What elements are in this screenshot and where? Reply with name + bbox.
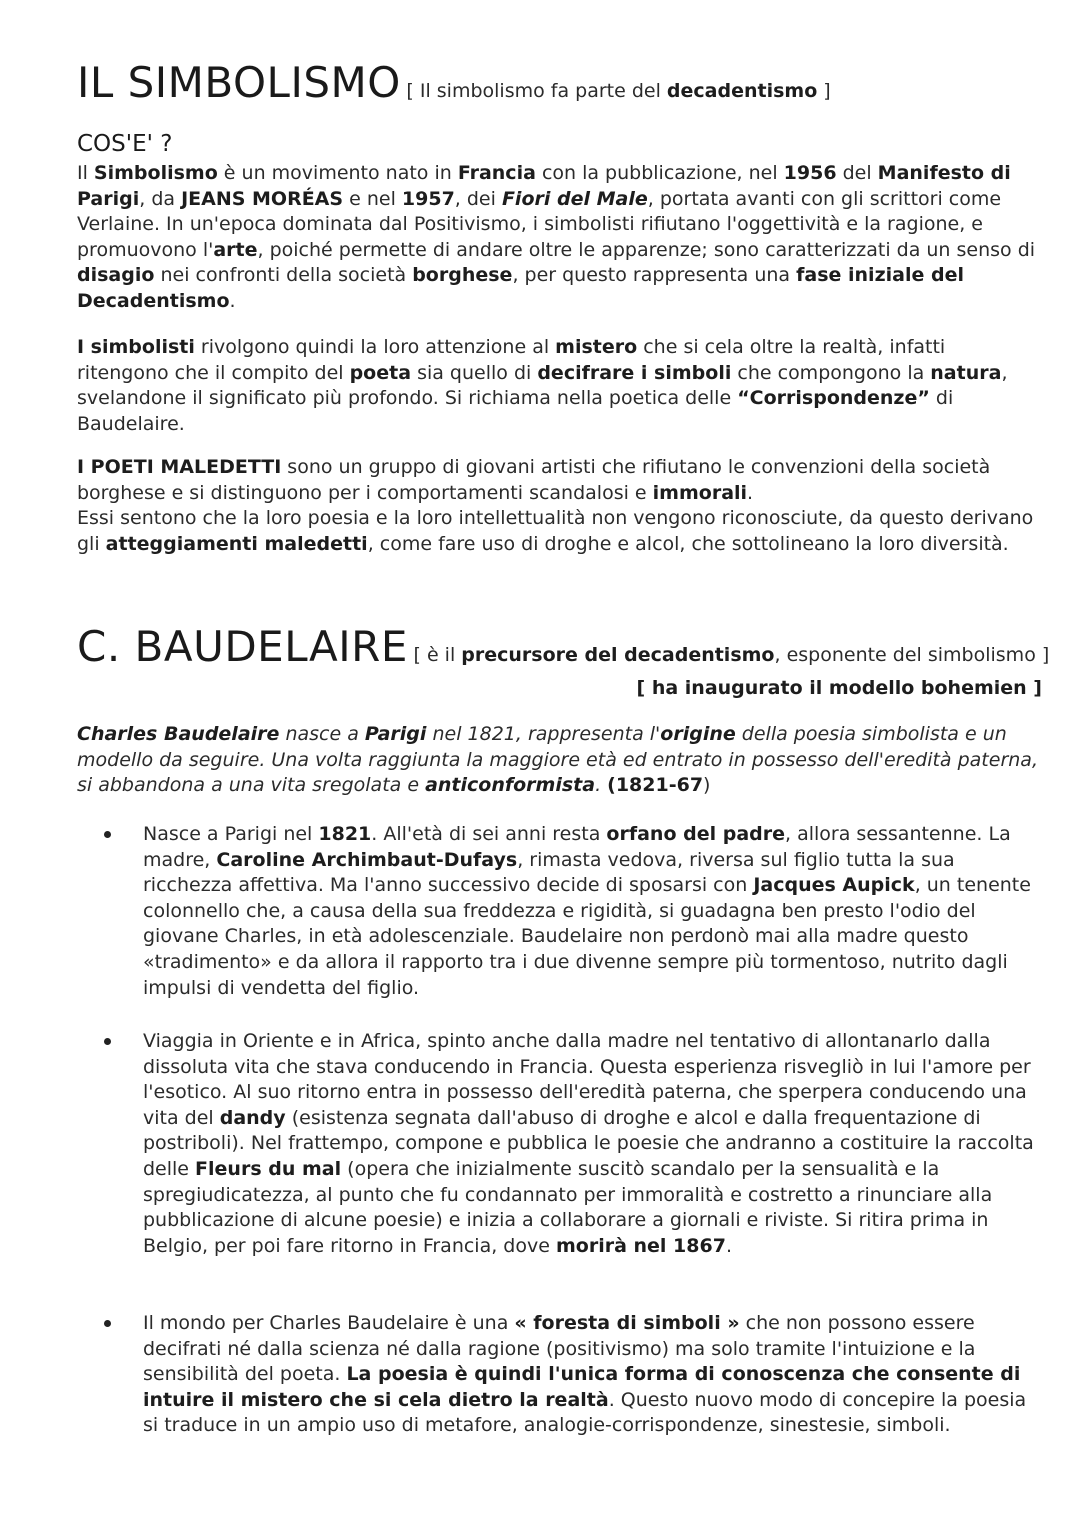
section-title-baudelaire bbox=[77, 622, 1049, 671]
title-text: C. BAUDELAIRE bbox=[77, 622, 408, 671]
bullet-icon bbox=[104, 1038, 111, 1045]
list-item: Viaggia in Oriente e in Africa, spinto anche dalla madre nel tentativo di allontanarlo dalla dissoluta vita che stava conducendo in Francia. Questa esperienza risvegliò in lui l'amore per l'esotico. Al suo ritorno entra in possesso dell'eredità paterna, che sperpera conducendo una vita del dandy (esistenza segnata dall'abuso di droghe e alcol e dalla frequentazione di postriboli). Nel frattempo, compone e pubblica le poesie che andranno a costituire la raccolta delle Fleurs du mal (opera che inizialmente suscitò scandalo per la sensualità e la spregiudicatezza, al punto che fu condannato per immoralità e costretto a rinunciare alla pubblicazione di alcune poesie) e inizia a collaborare a giornali e riviste. Si ritira prima in Belgio, per poi fare ritorno in Francia, dove morirà nel 1867. bbox=[107, 1029, 1042, 1259]
paragraph-intro: Il Simbolismo è un movimento nato in Francia con la pubblicazione, nel 1956 del Manifesto di Parigi, da JEANS MORÉAS e nel 1957, dei Fiori del Male, portata avanti con gli scrittori come Verlaine. In un'epoca dominata dal Positivismo, i simbolisti rifiutano l'oggettività e la ragione, e promuovono l'arte, poiché permette di andare oltre le apparenze; sono caratterizzati da un senso di disagio nei confronti della società borghese, per questo rappresenta una fase iniziale del Decadentismo. bbox=[77, 162, 1036, 312]
section-title-simbolismo bbox=[77, 58, 831, 107]
title-note: [ Il simbolismo fa parte del decadentismo ] bbox=[406, 80, 831, 102]
title-note: [ è il precursore del decadentismo, esponente del simbolismo ] bbox=[413, 644, 1050, 666]
list-item: Il mondo per Charles Baudelaire è una « foresta di simboli » che non possono essere decifrati né dalla scienza né dalla ragione (positivismo) ma solo tramite l'intuizione e la sensibilità del poeta. La poesia è quindi l'unica forma di conoscenza che consente di intuire il mistero che si cela dietro la realtà. Questo nuovo modo di concepire la poesia si traduce in un ampio uso di metafore, analogie-corrispondenze, sinestesie, simboli. bbox=[107, 1311, 1042, 1439]
list-item: Nasce a Parigi nel 1821. All'età di sei anni resta orfano del padre, allora sessantenne. La madre, Caroline Archimbaut-Dufays, rimasta vedova, riversa sul figlio tutta la sua ricchezza affettiva. Ma l'anno successivo decide di sposarsi con Jacques Aupick, un tenente colonnello che, a causa della sua freddezza e rigidità, si guadagna ben presto l'odio del giovane Charles, in età adolescenziale. Baudelaire non perdonò mai alla madre questo «tradimento» e da allora il rapporto tra i due divenne sempre più tormentoso, nutrito dagli impulsi di vendetta del figlio. bbox=[107, 822, 1042, 1001]
title-note-bohemien: [ ha inaugurato il modello bohemien ] bbox=[636, 677, 1042, 699]
bullet-icon bbox=[104, 831, 111, 838]
bullet-icon bbox=[104, 1320, 111, 1327]
title-text: IL SIMBOLISMO bbox=[77, 58, 401, 107]
subtitle-cose: COS'E' ? bbox=[77, 131, 173, 157]
paragraph-poeti-maledetti: I POETI MALEDETTI sono un gruppo di giovani artisti che rifiutano le convenzioni della società borghese e si distinguono per i comportamenti scandalosi e immorali. Essi sentono che la loro poesia e la loro intellettualità non vengono riconosciute, da questo derivano gli atteggiamenti maledetti, come fare uso di droghe e alcol, che sottolineano la loro diversità. bbox=[77, 456, 1034, 555]
paragraph-simbolisti: I simbolisti rivolgono quindi la loro attenzione al mistero che si cela oltre la realtà, infatti ritengono che il compito del poeta sia quello di decifrare i simboli che compongono la natura, svelandone il significato più profondo. Si richiama nella poetica delle “Corrispondenze” di Baudelaire. bbox=[77, 336, 1008, 435]
paragraph-baudelaire-intro: Charles Baudelaire nasce a Parigi nel 1821, rappresenta l'origine della poesia simbolista e un modello da seguire. Una volta raggiunta la maggiore età ed entrato in possesso dell'eredità paterna, si abbandona a una vita sregolata e anticonformista. (1821-67) bbox=[77, 723, 1038, 797]
